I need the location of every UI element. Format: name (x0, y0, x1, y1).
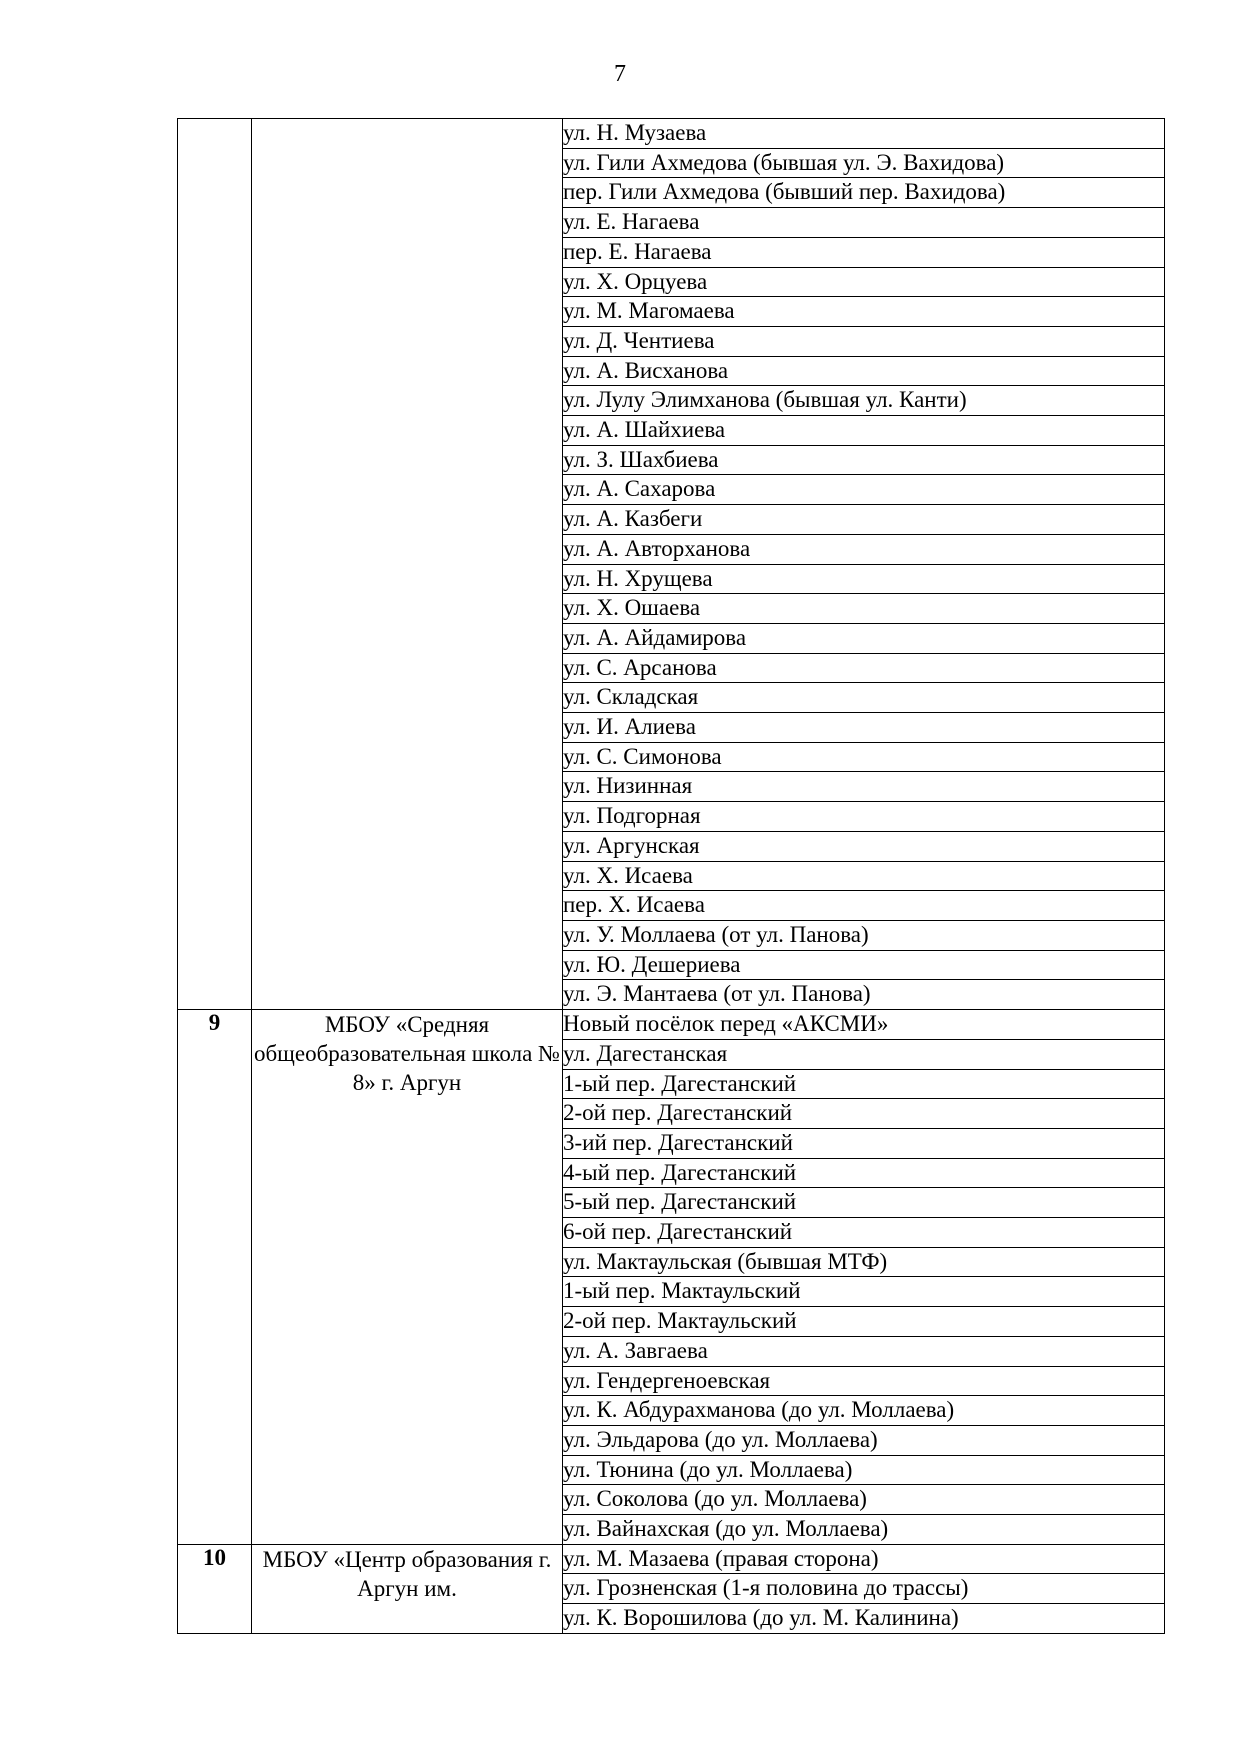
street-cell: Новый посёлок перед «АКСМИ» (563, 1010, 1165, 1040)
street-cell: ул. Соколова (до ул. Моллаева) (563, 1485, 1165, 1515)
street-cell: ул. К. Абдурахманова (до ул. Моллаева) (563, 1396, 1165, 1426)
row-number-cell: 9 (178, 1010, 252, 1545)
street-cell: 6-ой пер. Дагестанский (563, 1218, 1165, 1248)
street-cell: 1-ый пер. Дагестанский (563, 1069, 1165, 1099)
street-cell: ул. А. Айдамирова (563, 623, 1165, 653)
street-cell: пер. Гили Ахмедова (бывший пер. Вахидова) (563, 178, 1165, 208)
street-cell: ул. Дагестанская (563, 1039, 1165, 1069)
street-cell: ул. Х. Ошаева (563, 594, 1165, 624)
row-number-cell: 10 (178, 1544, 252, 1633)
street-cell: ул. Е. Нагаева (563, 208, 1165, 238)
table-row (178, 1010, 1165, 1040)
street-cell: ул. А. Авторханова (563, 534, 1165, 564)
street-cell: ул. Х. Орцуева (563, 267, 1165, 297)
school-address-table (177, 118, 1165, 1634)
page-number: 7 (614, 61, 626, 87)
street-cell: 4-ый пер. Дагестанский (563, 1158, 1165, 1188)
street-cell: 5-ый пер. Дагестанский (563, 1188, 1165, 1218)
street-cell: ул. А. Висханова (563, 356, 1165, 386)
street-cell: 2-ой пер. Дагестанский (563, 1099, 1165, 1129)
school-name-cell: МБОУ «Центр образования г. Аргун им. (252, 1544, 563, 1633)
street-cell: ул. А. Шайхиева (563, 416, 1165, 446)
street-cell: ул. Гили Ахмедова (бывшая ул. Э. Вахидова) (563, 148, 1165, 178)
street-cell: 2-ой пер. Мактаульский (563, 1307, 1165, 1337)
street-cell: 3-ий пер. Дагестанский (563, 1128, 1165, 1158)
street-cell: ул. Н. Музаева (563, 119, 1165, 149)
table-row (178, 119, 1165, 149)
street-cell: ул. Н. Хрущева (563, 564, 1165, 594)
street-cell: ул. Складская (563, 683, 1165, 713)
street-cell: ул. М. Мазаева (правая сторона) (563, 1544, 1165, 1574)
street-cell: ул. Тюнина (до ул. Моллаева) (563, 1455, 1165, 1485)
street-cell: пер. Х. Исаева (563, 891, 1165, 921)
street-cell: ул. И. Алиева (563, 713, 1165, 743)
table-row (178, 1544, 1165, 1574)
street-cell: 1-ый пер. Мактаульский (563, 1277, 1165, 1307)
school-name-cell: МБОУ «Средняя общеобразовательная школа № 8» г. Аргун (252, 1010, 563, 1545)
street-cell: ул. С. Симонова (563, 742, 1165, 772)
street-cell: ул. Гендергеноевская (563, 1366, 1165, 1396)
street-cell: ул. Грозненская (1-я половина до трассы) (563, 1574, 1165, 1604)
street-cell: ул. А. Казбеги (563, 505, 1165, 535)
school-name-cell (252, 119, 563, 1010)
street-cell: ул. Д. Чентиева (563, 326, 1165, 356)
street-cell: ул. С. Арсанова (563, 653, 1165, 683)
street-cell: ул. М. Магомаева (563, 297, 1165, 327)
table-body (178, 119, 1165, 1634)
street-cell: пер. Е. Нагаева (563, 237, 1165, 267)
street-cell: ул. Аргунская (563, 831, 1165, 861)
street-cell: ул. У. Моллаева (от ул. Панова) (563, 920, 1165, 950)
street-cell: ул. К. Ворошилова (до ул. М. Калинина) (563, 1604, 1165, 1634)
row-number-cell (178, 119, 252, 1010)
street-cell: ул. А. Сахарова (563, 475, 1165, 505)
street-cell: ул. Ю. Дешериева (563, 950, 1165, 980)
street-cell: ул. Низинная (563, 772, 1165, 802)
street-cell: ул. З. Шахбиева (563, 445, 1165, 475)
street-cell: ул. Подгорная (563, 802, 1165, 832)
street-cell: ул. Эльдарова (до ул. Моллаева) (563, 1425, 1165, 1455)
street-cell: ул. Мактаульская (бывшая МТФ) (563, 1247, 1165, 1277)
street-cell: ул. Э. Мантаева (от ул. Панова) (563, 980, 1165, 1010)
street-cell: ул. Х. Исаева (563, 861, 1165, 891)
street-cell: ул. А. Завгаева (563, 1336, 1165, 1366)
street-cell: ул. Вайнахская (до ул. Моллаева) (563, 1515, 1165, 1545)
street-cell: ул. Лулу Элимханова (бывшая ул. Канти) (563, 386, 1165, 416)
